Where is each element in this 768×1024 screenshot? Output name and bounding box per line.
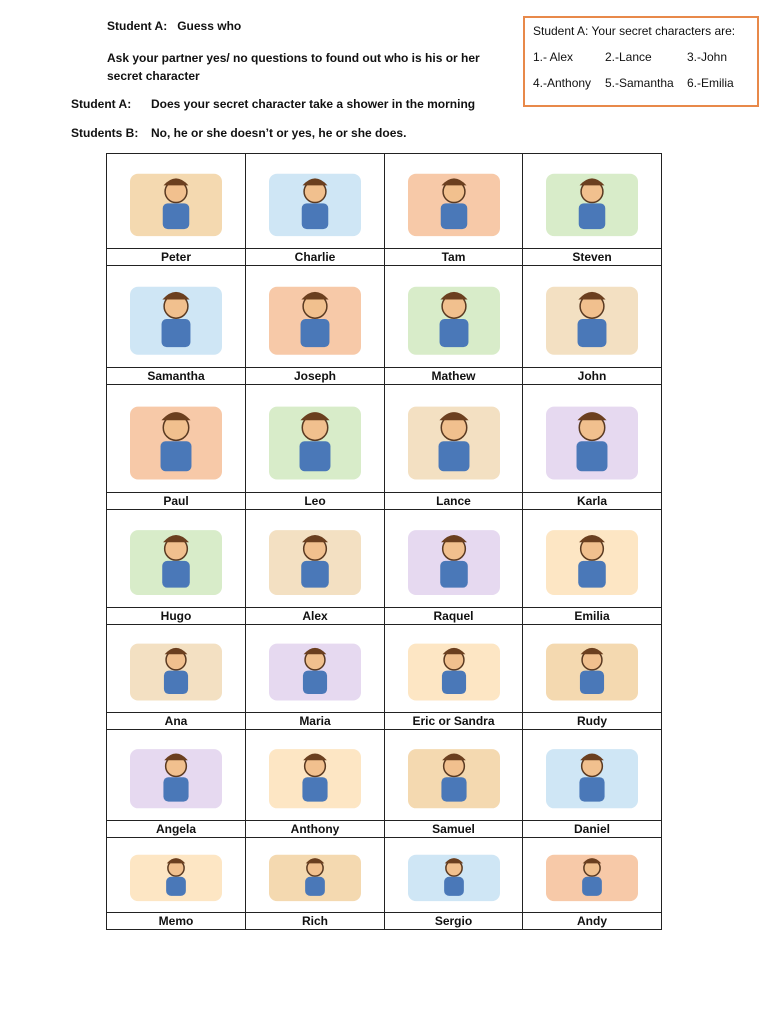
character-picture bbox=[246, 266, 385, 368]
character-name: Paul bbox=[107, 493, 246, 510]
character-name: Karla bbox=[523, 493, 662, 510]
person-illustration-icon bbox=[265, 518, 365, 599]
title-label: Student A: bbox=[107, 19, 168, 33]
character-picture bbox=[385, 385, 523, 493]
person-illustration-icon bbox=[265, 393, 365, 484]
character-picture bbox=[523, 385, 662, 493]
character-picture bbox=[107, 510, 246, 608]
character-picture bbox=[385, 154, 523, 249]
person-illustration-icon bbox=[542, 633, 642, 704]
character-name: Memo bbox=[107, 913, 246, 930]
character-name: Daniel bbox=[523, 821, 662, 838]
character-picture bbox=[523, 730, 662, 821]
character-picture bbox=[246, 510, 385, 608]
answer-label: Students B: bbox=[71, 126, 139, 140]
character-picture bbox=[246, 625, 385, 713]
character-name: Eric or Sandra bbox=[385, 713, 523, 730]
person-illustration-icon bbox=[404, 518, 504, 599]
character-picture bbox=[107, 838, 246, 913]
character-name: Hugo bbox=[107, 608, 246, 625]
character-name: Andy bbox=[523, 913, 662, 930]
character-name: Peter bbox=[107, 249, 246, 266]
person-illustration-icon bbox=[542, 162, 642, 240]
character-name: Rudy bbox=[523, 713, 662, 730]
character-name: Tam bbox=[385, 249, 523, 266]
person-illustration-icon bbox=[126, 274, 226, 359]
secret-item: 2.-Lance bbox=[605, 50, 652, 64]
person-illustration-icon bbox=[265, 274, 365, 359]
person-illustration-icon bbox=[404, 393, 504, 484]
secret-item: 6.-Emilia bbox=[687, 76, 734, 90]
character-picture bbox=[523, 266, 662, 368]
question-text: Does your secret character take a shower in the morning bbox=[151, 97, 476, 111]
secret-characters-box bbox=[523, 16, 759, 107]
character-picture bbox=[246, 154, 385, 249]
person-illustration-icon bbox=[126, 846, 226, 904]
character-picture bbox=[385, 730, 523, 821]
person-illustration-icon bbox=[126, 738, 226, 812]
person-illustration-icon bbox=[542, 518, 642, 599]
person-illustration-icon bbox=[265, 633, 365, 704]
secret-box-title: Student A: Your secret characters are: bbox=[533, 24, 736, 38]
person-illustration-icon bbox=[404, 738, 504, 812]
character-name: Samantha bbox=[107, 368, 246, 385]
character-picture bbox=[385, 625, 523, 713]
character-picture bbox=[107, 385, 246, 493]
secret-item: 1.- Alex bbox=[533, 50, 574, 64]
person-illustration-icon bbox=[542, 393, 642, 484]
question-label: Student A: bbox=[71, 97, 132, 111]
person-illustration-icon bbox=[404, 846, 504, 904]
character-picture bbox=[246, 385, 385, 493]
character-name: Anthony bbox=[246, 821, 385, 838]
character-name: Lance bbox=[385, 493, 523, 510]
person-illustration-icon bbox=[126, 162, 226, 240]
character-name: Charlie bbox=[246, 249, 385, 266]
worksheet-title bbox=[107, 19, 241, 33]
person-illustration-icon bbox=[404, 162, 504, 240]
person-illustration-icon bbox=[404, 633, 504, 704]
character-picture bbox=[107, 154, 246, 249]
example-question bbox=[71, 97, 475, 111]
character-name: John bbox=[523, 368, 662, 385]
character-picture bbox=[385, 510, 523, 608]
person-illustration-icon bbox=[542, 738, 642, 812]
character-picture bbox=[523, 838, 662, 913]
character-picture bbox=[246, 730, 385, 821]
person-illustration-icon bbox=[265, 846, 365, 904]
title-text: Guess who bbox=[177, 19, 242, 33]
character-name: Maria bbox=[246, 713, 385, 730]
example-answer bbox=[71, 126, 406, 140]
person-illustration-icon bbox=[542, 846, 642, 904]
secret-item: 4.-Anthony bbox=[533, 76, 592, 90]
character-picture bbox=[107, 730, 246, 821]
person-illustration-icon bbox=[265, 738, 365, 812]
character-name: Leo bbox=[246, 493, 385, 510]
character-name: Steven bbox=[523, 249, 662, 266]
character-name: Joseph bbox=[246, 368, 385, 385]
person-illustration-icon bbox=[542, 274, 642, 359]
person-illustration-icon bbox=[265, 162, 365, 240]
character-name: Alex bbox=[246, 608, 385, 625]
instructions: Ask your partner yes/ no questions to found out who is his or her secret character bbox=[107, 51, 480, 83]
secret-item: 3.-John bbox=[687, 50, 728, 64]
person-illustration-icon bbox=[404, 274, 504, 359]
character-name: Ana bbox=[107, 713, 246, 730]
guess-who-grid bbox=[106, 153, 662, 930]
secret-item: 5.-Samantha bbox=[605, 76, 674, 90]
character-picture bbox=[107, 266, 246, 368]
character-name: Angela bbox=[107, 821, 246, 838]
character-name: Raquel bbox=[385, 608, 523, 625]
person-illustration-icon bbox=[126, 393, 226, 484]
character-picture bbox=[385, 838, 523, 913]
person-illustration-icon bbox=[126, 518, 226, 599]
character-picture bbox=[523, 510, 662, 608]
character-name: Sergio bbox=[385, 913, 523, 930]
character-name: Emilia bbox=[523, 608, 662, 625]
character-picture bbox=[246, 838, 385, 913]
character-name: Samuel bbox=[385, 821, 523, 838]
character-picture bbox=[107, 625, 246, 713]
person-illustration-icon bbox=[126, 633, 226, 704]
character-picture bbox=[523, 154, 662, 249]
character-picture bbox=[385, 266, 523, 368]
character-name: Mathew bbox=[385, 368, 523, 385]
character-name: Rich bbox=[246, 913, 385, 930]
answer-text: No, he or she doesn’t or yes, he or she does. bbox=[151, 126, 407, 140]
character-picture bbox=[523, 625, 662, 713]
